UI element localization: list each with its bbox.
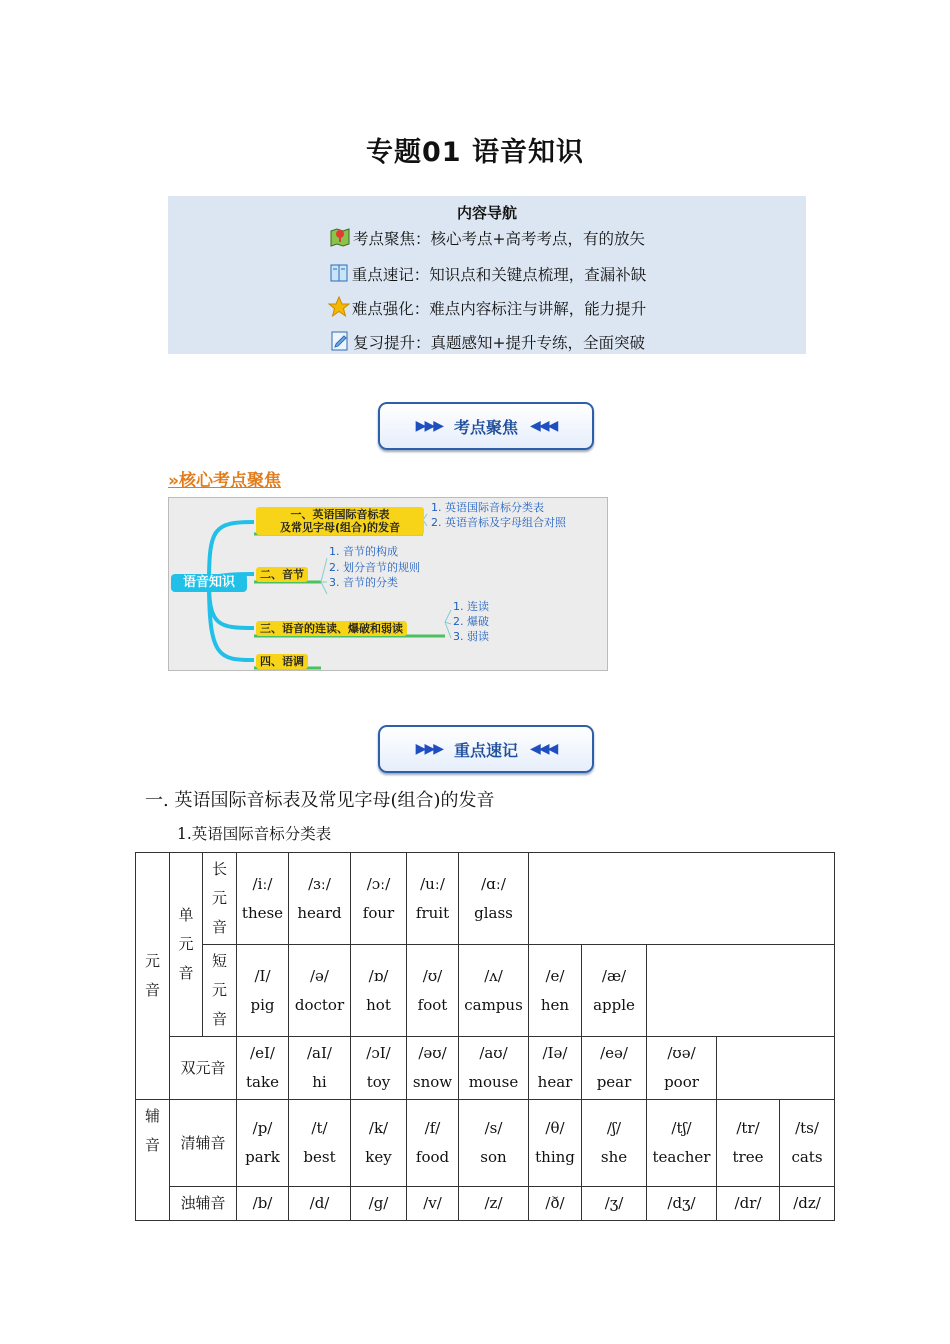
ipa-symbol: /e/	[545, 966, 565, 985]
example-word: hen	[540, 995, 570, 1014]
ipa-symbol: /I/	[254, 966, 271, 985]
nav-row	[168, 330, 806, 353]
nav-row-text: 难点强化：难点内容标注与讲解，能力提升	[351, 300, 647, 318]
ipa-table	[135, 852, 835, 1221]
core-points-heading	[168, 466, 281, 491]
ipa-cell	[459, 1037, 529, 1100]
example-word: cats	[791, 1148, 823, 1166]
example-word: pig	[250, 995, 275, 1014]
ipa-symbol: /s/	[484, 1119, 503, 1137]
example-word: toy	[366, 1073, 391, 1091]
content-nav-box	[168, 196, 806, 354]
ipa-symbol: /əʊ/	[418, 1044, 447, 1062]
ipa-symbol: /ʊə/	[667, 1044, 696, 1062]
page-title: 专题01 语音知识	[366, 137, 584, 168]
nav-row-text: 重点速记：知识点和关键点梳理，查漏补缺	[351, 266, 647, 284]
ipa-symbol: /p/	[252, 1119, 273, 1137]
banner-label: 考点聚焦	[453, 417, 518, 437]
example-word: poor	[664, 1073, 699, 1091]
ipa-cell	[407, 1037, 459, 1100]
ipa-symbol: /b/	[237, 1187, 289, 1221]
ipa-symbol: /ɒ/	[368, 966, 389, 985]
ipa-cell	[289, 853, 351, 945]
long-vowel-label: 长 元 音	[203, 853, 237, 945]
ipa-symbol: /t/	[311, 1119, 328, 1137]
ipa-symbol: /eI/	[250, 1044, 275, 1062]
table-row	[136, 1100, 835, 1187]
mindmap-leaf: 1. 音节的构成	[329, 545, 398, 558]
mindmap-branch: 一、英语国际音标表 及常见字母(组合)的发音	[256, 507, 424, 535]
core-points-label: 核心考点聚焦	[178, 471, 281, 491]
example-word: key	[365, 1148, 392, 1166]
ipa-cell	[459, 1100, 529, 1187]
ipa-symbol: /θ/	[545, 1119, 565, 1137]
ipa-cell	[647, 1037, 717, 1100]
table-row	[136, 1037, 835, 1100]
example-word: four	[362, 903, 395, 922]
ipa-cell	[780, 1100, 835, 1187]
short-vowel-label: 短 元 音	[203, 945, 237, 1037]
example-word: doctor	[294, 995, 345, 1014]
vowel-label: 元 音	[136, 853, 170, 1100]
ipa-symbol: /tr/	[736, 1119, 760, 1137]
mindmap-leaf: 2. 英语音标及字母组合对照	[431, 516, 566, 529]
ipa-symbol: /ʃ/	[606, 1119, 622, 1137]
right-arrows-icon: ▶▶▶	[415, 741, 442, 757]
section-banner-notes	[378, 725, 594, 773]
ipa-symbol: /v/	[407, 1187, 459, 1221]
example-word: hot	[366, 995, 391, 1014]
ipa-cell	[407, 1100, 459, 1187]
mindmap-leaf: 2. 爆破	[453, 615, 489, 628]
ipa-symbol: /dz/	[780, 1187, 835, 1221]
ipa-symbol: /Iə/	[542, 1044, 568, 1062]
ipa-cell	[459, 853, 529, 945]
ipa-symbol: /f/	[424, 1119, 441, 1137]
ipa-cell	[459, 945, 529, 1037]
voiced-label: 浊辅音	[170, 1187, 237, 1221]
example-word: food	[415, 1148, 450, 1166]
ipa-cell	[351, 1100, 407, 1187]
double-chevron-icon: »	[168, 471, 179, 491]
ipa-symbol: /ɔː/	[366, 874, 391, 893]
table-row	[136, 853, 835, 945]
nav-row	[168, 262, 806, 285]
right-arrows-icon: ▶▶▶	[415, 418, 442, 434]
table-row	[136, 1187, 835, 1221]
ipa-symbol: /ts/	[795, 1119, 819, 1137]
nav-row	[168, 226, 806, 249]
ipa-symbol: /tʃ/	[671, 1119, 692, 1137]
map-icon	[329, 226, 349, 246]
ipa-cell	[237, 1100, 289, 1187]
left-arrows-icon: ◀◀◀	[530, 418, 557, 434]
diphthong-label: 双元音	[170, 1037, 237, 1100]
example-word: mouse	[468, 1073, 519, 1091]
example-word: hear	[537, 1073, 573, 1091]
ipa-cell	[647, 1100, 717, 1187]
voiceless-label: 清辅音	[170, 1100, 237, 1187]
left-arrows-icon: ◀◀◀	[530, 741, 557, 757]
ipa-cell	[237, 945, 289, 1037]
ipa-symbol: /k/	[368, 1119, 389, 1137]
notepad-icon	[329, 330, 349, 350]
nav-row-text: 复习提升：真题感知+提升专练，全面突破	[353, 334, 645, 352]
mindmap-branch: 四、语调	[256, 654, 308, 669]
example-word: hi	[312, 1073, 327, 1091]
ipa-symbol: /dr/	[717, 1187, 780, 1221]
ipa-symbol: /dʒ/	[647, 1187, 717, 1221]
consonant-label: 辅 音	[136, 1100, 170, 1221]
mindmap-branch: 三、语音的连读、爆破和弱读	[256, 621, 407, 636]
nav-heading: 内容导航	[456, 204, 517, 222]
ipa-symbol: /ʌ/	[484, 966, 503, 985]
ipa-symbol: /ɜː/	[308, 874, 331, 893]
ipa-symbol: /g/	[351, 1187, 407, 1221]
mindmap-root: 语音知识	[171, 574, 247, 592]
ipa-cell	[529, 945, 582, 1037]
star-icon	[328, 296, 348, 316]
mindmap-leaf: 1. 连读	[453, 600, 489, 613]
ipa-cell	[289, 1037, 351, 1100]
nav-row	[168, 296, 806, 319]
empty-cell	[529, 853, 835, 945]
ipa-symbol: /ʊ/	[422, 966, 443, 985]
ipa-symbol: /eə/	[600, 1044, 628, 1062]
ipa-table-body	[136, 853, 835, 1221]
example-word: thing	[535, 1148, 575, 1166]
ipa-cell	[289, 945, 351, 1037]
ipa-symbol: /ð/	[529, 1187, 582, 1221]
ipa-cell	[351, 945, 407, 1037]
ipa-symbol: /aʊ/	[479, 1044, 508, 1062]
example-word: tree	[732, 1148, 764, 1166]
monophthong-label: 单 元 音	[170, 853, 203, 1037]
ipa-symbol: /ɔI/	[366, 1044, 391, 1062]
ipa-cell	[717, 1100, 780, 1187]
ipa-cell	[529, 1100, 582, 1187]
ipa-symbol: /iː/	[252, 874, 273, 893]
ipa-symbol: /ɑː/	[481, 874, 506, 893]
mindmap-branch: 二、音节	[256, 567, 308, 582]
mindmap-leaf: 3. 音节的分类	[329, 576, 398, 589]
example-word: these	[241, 903, 284, 922]
nav-row-text: 考点聚焦：核心考点+高考考点，有的放矢	[353, 230, 645, 248]
ipa-symbol: /uː/	[420, 874, 445, 893]
example-word: son	[480, 1148, 507, 1166]
example-word: foot	[417, 995, 448, 1014]
ipa-symbol: /æ/	[601, 966, 627, 985]
section-banner-focus	[378, 402, 594, 450]
ipa-symbol: /ə/	[310, 966, 329, 985]
mindmap-leaf: 1. 英语国际音标分类表	[431, 501, 544, 514]
mindmap	[168, 497, 608, 671]
example-word: take	[246, 1073, 279, 1091]
example-word: heard	[297, 903, 342, 922]
ipa-cell	[407, 853, 459, 945]
example-word: she	[600, 1148, 628, 1166]
example-word: best	[303, 1148, 336, 1166]
example-word: fruit	[415, 903, 450, 922]
table-row	[136, 945, 835, 1037]
ipa-cell	[582, 1100, 647, 1187]
mindmap-leaf: 3. 弱读	[453, 630, 489, 643]
example-word: pear	[596, 1073, 632, 1091]
example-word: snow	[412, 1073, 453, 1091]
subsection-heading: 1.英语国际音标分类表	[177, 825, 332, 843]
ipa-cell	[351, 1037, 407, 1100]
empty-cell	[647, 945, 835, 1037]
ipa-cell	[529, 1037, 582, 1100]
example-word: teacher	[652, 1148, 711, 1166]
ipa-symbol: /aI/	[307, 1044, 332, 1062]
ipa-cell	[351, 853, 407, 945]
ipa-cell	[237, 853, 289, 945]
ipa-cell	[407, 945, 459, 1037]
ipa-cell	[582, 945, 647, 1037]
example-word: apple	[593, 995, 635, 1014]
ipa-symbol: /ʒ/	[582, 1187, 647, 1221]
empty-cell	[717, 1037, 835, 1100]
book-icon	[328, 262, 348, 282]
ipa-cell	[289, 1100, 351, 1187]
section-heading: 一. 英语国际音标表及常见字母(组合)的发音	[145, 790, 495, 811]
banner-label: 重点速记	[453, 740, 518, 760]
ipa-symbol: /d/	[289, 1187, 351, 1221]
ipa-symbol: /z/	[459, 1187, 529, 1221]
ipa-cell	[237, 1037, 289, 1100]
mindmap-leaf: 2. 划分音节的规则	[329, 561, 420, 574]
example-word: campus	[464, 995, 523, 1014]
example-word: glass	[474, 903, 513, 922]
ipa-cell	[582, 1037, 647, 1100]
example-word: park	[245, 1148, 280, 1166]
